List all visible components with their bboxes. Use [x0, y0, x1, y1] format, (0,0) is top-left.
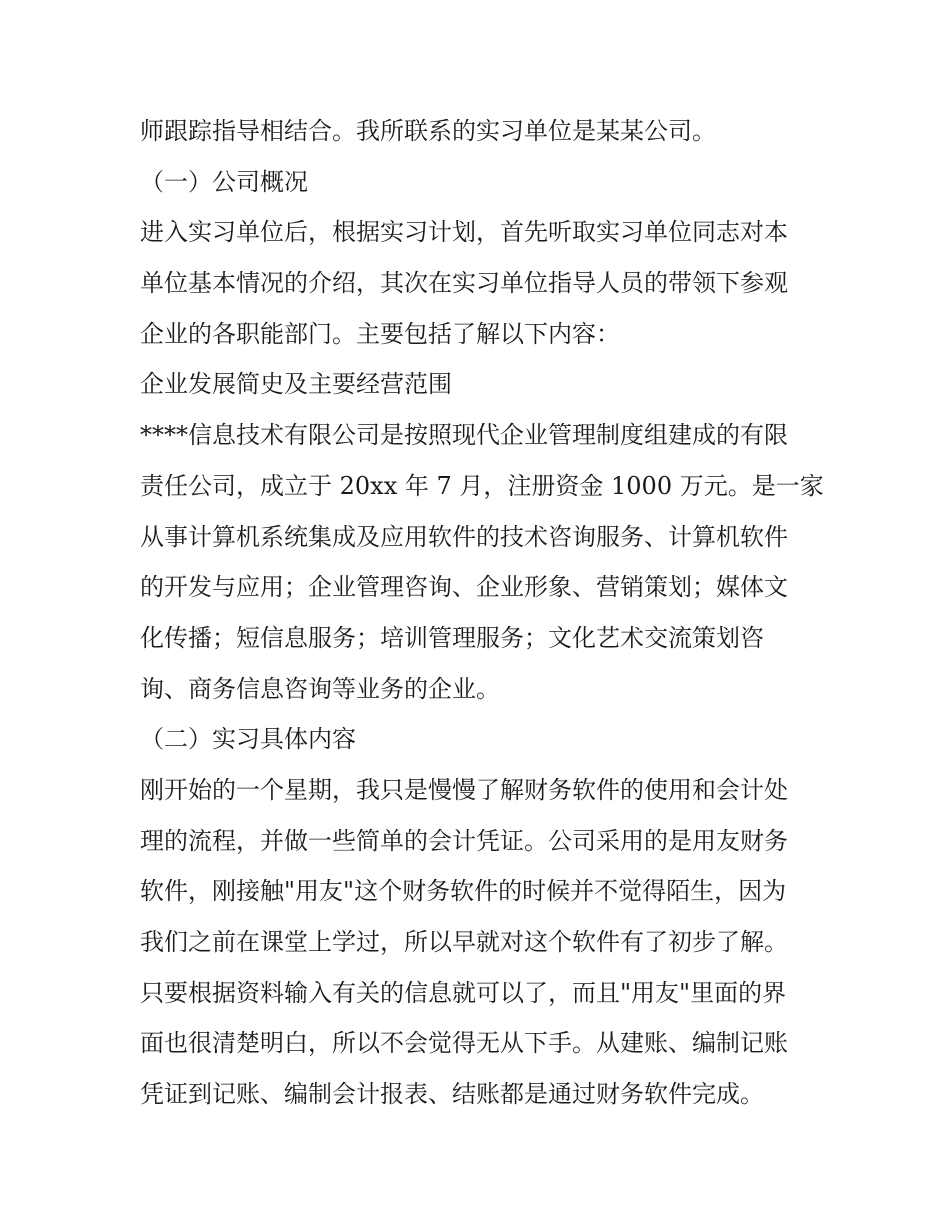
text-line-18: 只要根据资料输入有关的信息就可以了，而且"用友"里面的界 [140, 978, 787, 1007]
text-line-19: 面也很清楚明白，所以不会觉得无从下手。从建账、编制记账 [140, 1029, 788, 1058]
text-line-4: 单位基本情况的介绍，其次在实习单位指导人员的带领下参观 [140, 269, 788, 298]
text-line-10: 的开发与应用；企业管理咨询、企业形象、营销策划；媒体文 [140, 573, 788, 602]
text-line-7: ****信息技术有限公司是按照现代企业管理制度组建成的有限 [140, 421, 788, 450]
document-body [140, 106, 830, 1120]
text-line-17: 我们之前在课堂上学过，所以早就对这个软件有了初步了解。 [140, 928, 788, 956]
text-line-11: 化传播；短信息服务；培训管理服务；文化艺术交流策划咨 [140, 623, 764, 652]
text-line-15: 理的流程，并做一些简单的会计凭证。公司采用的是用友财务 [140, 826, 788, 855]
text-line-1: 师跟踪指导相结合。我所联系的实习单位是某某公司。 [140, 117, 716, 145]
text-line-20: 凭证到记账、编制会计报表、结账都是通过财务软件完成。 [140, 1080, 764, 1109]
section-heading-company-overview: （一）公司概况 [140, 167, 308, 196]
subheading-business-scope: 企业发展简史及主要经营范围 [140, 370, 452, 399]
text-line-16: 软件，刚接触"用友"这个财务软件的时候并不觉得陌生，因为 [140, 877, 787, 906]
text-line-12: 询、商务信息咨询等业务的企业。 [140, 674, 500, 703]
text-line-14: 刚开始的一个星期，我只是慢慢了解财务软件的使用和会计处 [140, 775, 788, 804]
text-line-3: 进入实习单位后，根据实习计划，首先听取实习单位同志对本 [140, 218, 788, 247]
text-line-5: 企业的各职能部门。主要包括了解以下内容： [140, 319, 620, 348]
section-heading-internship-content: （二）实习具体内容 [140, 725, 356, 754]
text-line-8: 责任公司，成立于 20xx 年 7 月，注册资金 1000 万元。是一家 [140, 471, 824, 500]
text-line-9: 从事计算机系统集成及应用软件的技术咨询服务、计算机软件 [140, 522, 788, 551]
